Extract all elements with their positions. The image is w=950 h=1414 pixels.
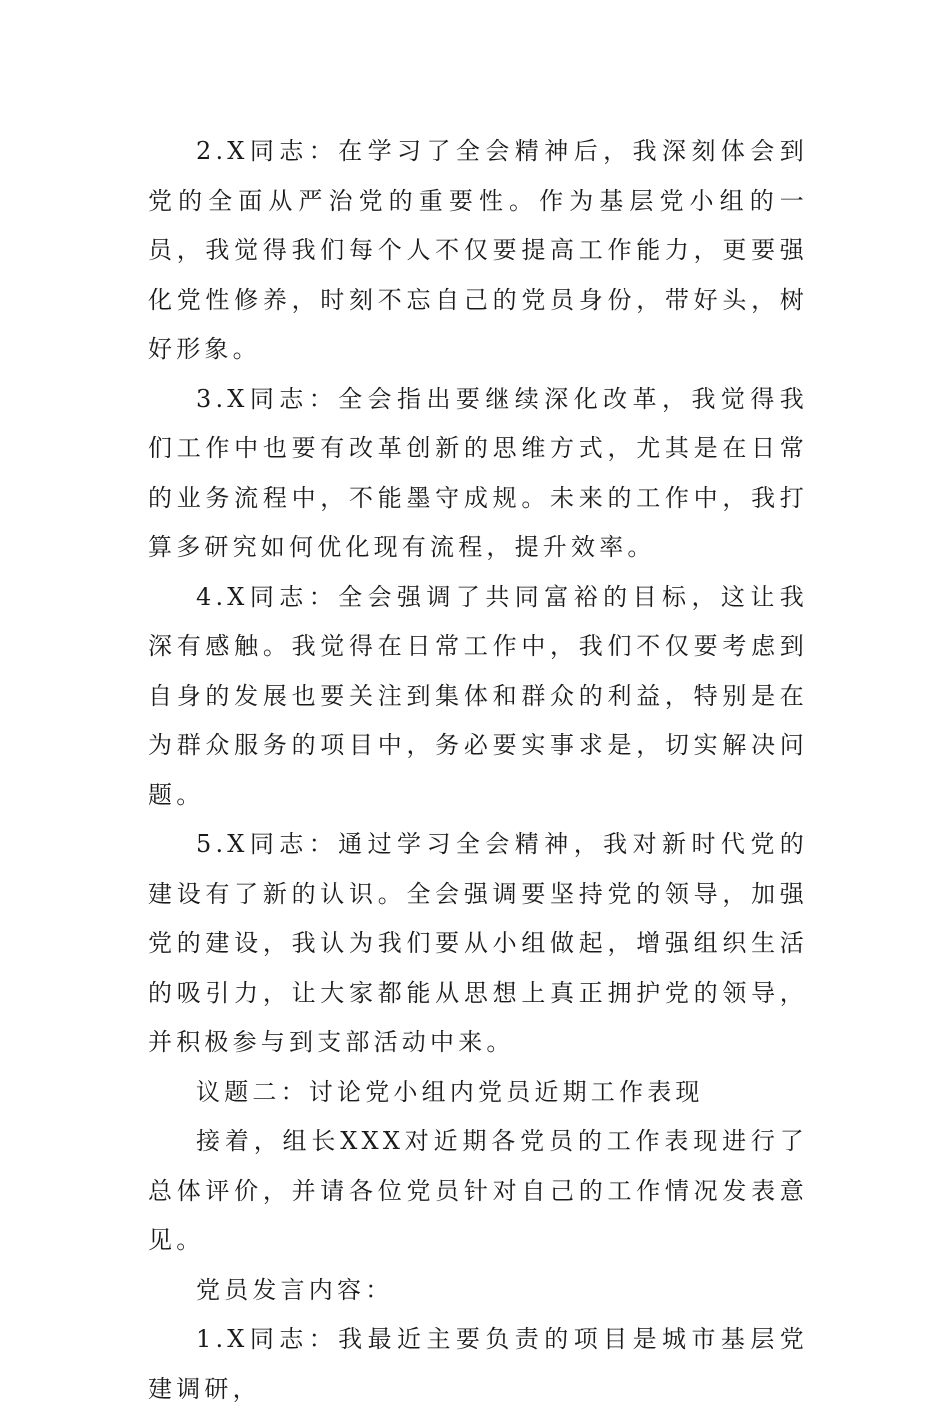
paragraph-comrade-2-remarks: 2.X同志：在学习了全会精神后，我深刻体会到党的全面从严治党的重要性。作为基层党小组的一员，我觉得我们每个人不仅要提高工作能力，更要强化党性修养，时刻不忘自己的党员身份，带好头，树好形象。 (148, 137, 808, 363)
paragraph-comrade-5-remarks: 5.X同志：通过学习全会精神，我对新时代党的建设有了新的认识。全会强调要坚持党的领导，加强党的建设，我认为我们要从小组做起，增强组织生活的吸引力，让大家都能从思想上真正拥护党的领导，并积极参与到支部活动中来。 (148, 830, 808, 1056)
paragraph-leader-evaluation: 接着，组长XXX对近期各党员的工作表现进行了总体评价，并请各位党员针对自己的工作情况发表意见。 (148, 1127, 808, 1254)
agenda-item-two-heading: 议题二：讨论党小组内党员近期工作表现 (196, 1077, 704, 1106)
paragraph-comrade-3-remarks: 3.X同志：全会指出要继续深化改革，我觉得我们工作中也要有改革创新的思维方式，尤其是在日常的业务流程中，不能墨守成规。未来的工作中，我打算多研究如何优化现有流程，提升效率。 (148, 384, 808, 561)
paragraph-member-1-remarks: 1.X同志：我最近主要负责的项目是城市基层党建调研， (148, 1325, 808, 1403)
paragraph-comrade-4-remarks: 4.X同志：全会强调了共同富裕的目标，这让我深有感触。我觉得在日常工作中，我们不仅要考虑到自身的发展也要关注到集体和群众的利益，特别是在为群众服务的项目中，务必要实事求是，切实解决问题。 (148, 582, 808, 809)
member-remarks-heading: 党员发言内容： (196, 1275, 394, 1304)
document-body (148, 127, 808, 1414)
